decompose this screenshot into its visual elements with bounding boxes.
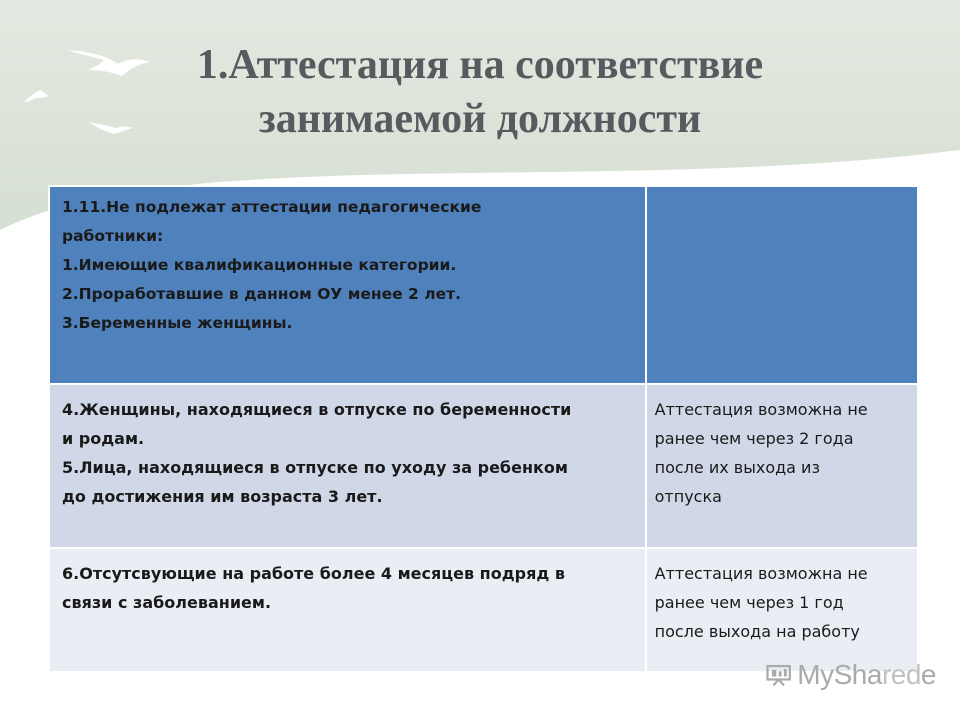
cell-line: 2.Проработавшие в данном ОУ менее 2 лет. xyxy=(62,285,461,303)
table-row xyxy=(49,384,918,548)
cell-line: 3.Беременные женщины. xyxy=(62,314,293,332)
table-cell xyxy=(646,548,918,672)
cell-line: до достижения им возраста 3 лет. xyxy=(62,487,383,506)
slide-title xyxy=(0,38,960,146)
cell-line: Аттестация возможна не xyxy=(654,400,868,419)
cell-line: работники: xyxy=(62,227,164,245)
presentation-logo-icon xyxy=(766,660,791,690)
cell-line: 1.Имеющие квалификационные категории. xyxy=(62,256,457,274)
cell-line: после их выхода из xyxy=(654,458,820,477)
table-row xyxy=(49,186,918,384)
cell-line: 1.11.Не подлежат аттестации педагогические xyxy=(62,198,482,216)
table-cell xyxy=(49,186,646,384)
cell-line: 6.Отсутсвующие на работе более 4 месяцев подряд в xyxy=(62,564,565,583)
cell-line: и родам. xyxy=(62,429,145,448)
attestation-table xyxy=(48,185,919,673)
cell-line: связи с заболеванием. xyxy=(62,593,272,612)
cell-line: 5.Лица, находящиеся в отпуске по уходу за ребенком xyxy=(62,458,568,477)
table-cell xyxy=(646,384,918,548)
title-line-1: 1.Аттестация на соответствие xyxy=(196,42,764,88)
watermark-text: MySharede xyxy=(797,659,936,690)
table-cell-empty xyxy=(646,186,918,384)
cell-line: 4.Женщины, находящиеся в отпуске по беременности xyxy=(62,400,572,419)
watermark-logo xyxy=(766,655,936,695)
cell-line: ранее чем через 1 год xyxy=(654,593,844,612)
table-cell xyxy=(49,384,646,548)
table-cell xyxy=(49,548,646,672)
table-row xyxy=(49,548,918,672)
title-line-2: занимаемой должности xyxy=(258,96,702,142)
cell-line: Аттестация возможна не xyxy=(654,564,868,583)
cell-line: отпуска xyxy=(654,487,722,506)
cell-line: после выхода на работу xyxy=(654,622,860,641)
cell-line: ранее чем через 2 года xyxy=(654,429,854,448)
